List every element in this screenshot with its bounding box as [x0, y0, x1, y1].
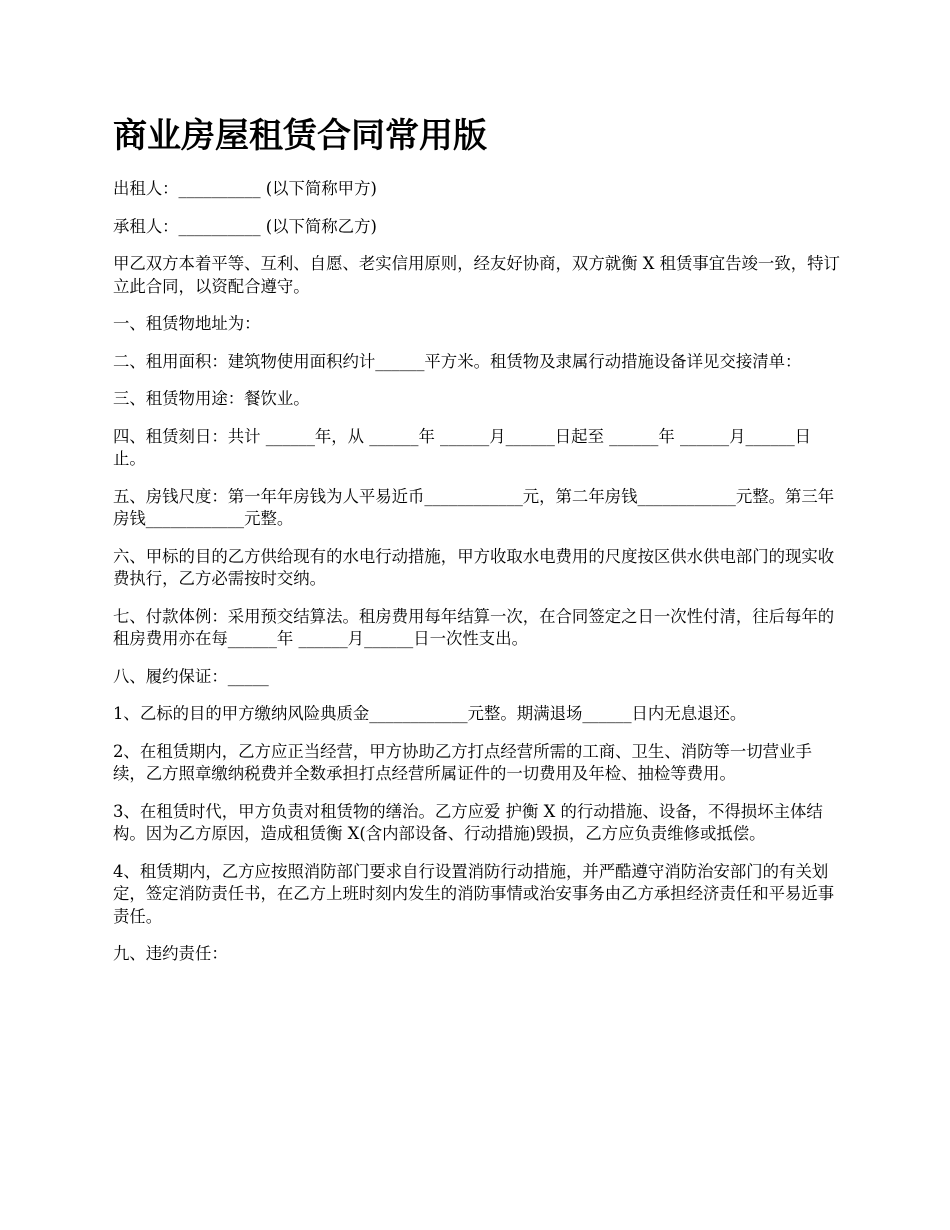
sub-clause-2-operation: 2、在租赁期内，乙方应正当经营，甲方协助乙方打点经营所需的工商、卫生、消防等一切营业手续，乙方照章缴纳税费并全数承担打点经营所属证件的一切费用及年检、抽检等费用。	[113, 741, 812, 783]
preamble-paragraph: 甲乙双方本着平等、互利、自愿、老实信用原则，经友好协商，双方就衡 X 租赁事宜告竣一致，特订立此合同，以资配合遵守。	[113, 254, 840, 296]
lessee-line: 承租人：__________ (以下简称乙方)	[113, 216, 377, 236]
sub-clause-1-deposit: 1、乙标的目的甲方缴纳风险典质金____________元整。期满退场______日内无息退还。	[113, 704, 747, 723]
document-title: 商业房屋租赁合同常用版	[113, 116, 487, 156]
document-page	[113, 108, 843, 981]
clause-1-address: 一、租赁物地址为：	[113, 314, 261, 333]
clause-4-term: 四、租赁刻日：共计 ______年，从 ______年 ______月______日起至 ______年 ______月______日止。	[113, 426, 812, 468]
sub-clause-4-fire-safety: 4、租赁期内，乙方应按照消防部门要求自行设置消防行动措施，并严酷遵守消防治安部门的有关划定，签定消防责任书，在乙方上班时刻内发生的消防事情或治安事务由乙方承担经济责任和平易近事责任。	[113, 861, 835, 926]
clause-7-payment: 七、付款体例：采用预交结算法。租房费用每年结算一次，在合同签定之日一次性付清，往后每年的租房费用亦在每______年 ______月______日一次性支出。	[113, 606, 835, 648]
sub-clause-3-maintenance: 3、在租赁时代，甲方负责对租赁物的缮治。乙方应爱 护衡 X 的行动措施、设备，不得损坏主体结构。因为乙方原因，造成租赁衡 X(含内部设备、行动措施)毁损，乙方应负责维修或抵偿。	[113, 801, 823, 843]
clause-5-rent: 五、房钱尺度：第一年年房钱为人平易近币____________元，第二年房钱____________元整。第三年房钱____________元整。	[113, 486, 835, 528]
clause-9-liability: 九、违约责任：	[113, 944, 228, 963]
clause-8-guarantee: 八、履约保证：_____	[113, 666, 269, 686]
clause-6-utilities: 六、甲标的目的乙方供给现有的水电行动措施，甲方收取水电费用的尺度按区供水供电部门的现实收费执行，乙方必需按时交纳。	[113, 546, 835, 588]
clause-3-usage: 三、租赁物用途：餐饮业。	[113, 389, 310, 408]
clause-2-area: 二、租用面积：建筑物使用面积约计______平方米。租赁物及隶属行动措施设备详见交接清单：	[113, 351, 802, 371]
lessor-line: 出租人：__________ (以下简称甲方)	[113, 179, 377, 198]
